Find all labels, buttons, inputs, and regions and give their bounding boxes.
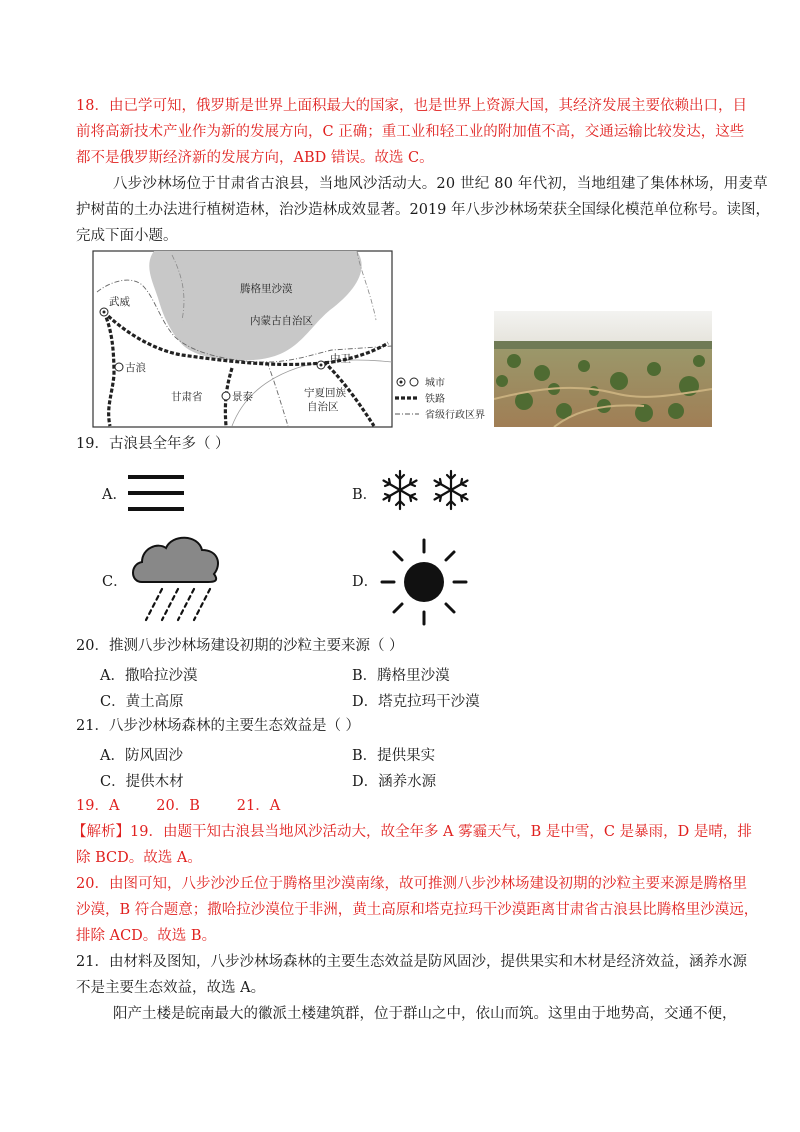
intro-line-2: 护树苗的土办法进行植树造林，治沙造林成效显著。2019 年八步沙林场荣获全国绿化模范单位称号。读图， [76,202,771,218]
answer-key: 19．A 20．B 21．A [76,798,281,814]
label-inner-mongolia: 内蒙古自治区 [250,315,313,327]
analysis-19-line-1 [72,822,752,842]
analysis-21-line-2: 不是主要生态效益，故选 A。 [76,980,266,996]
q21-stem: 21．八步沙林场森林的主要生态效益是（ ） [76,718,361,734]
sun-icon [378,536,470,628]
city-marker-zhongwei [317,361,325,369]
label-gansu: 甘肃省 [171,391,203,403]
forest-photo [494,311,712,427]
label-gulang: 古浪 [125,362,146,374]
q19-option-d-letter: D． [352,574,379,590]
q18-line-3: 都不是俄罗斯经济新的发展方向，ABD 错误。故选 C。 [76,150,434,166]
analysis-19-text: 19．由题干知古浪县当地风沙活动大，故全年多 A 雾霾天气，B 是中雪，C 是暴雨，D 是晴，排 [130,824,752,840]
label-tengger: 腾格里沙漠 [240,283,293,295]
analysis-21-line-1: 21．由材料及图知，八步沙林场森林的主要生态效益是防风固沙，提供果实和木材是经济效益，涵养水源 [76,954,747,970]
legend-rail: 铁路 [425,394,445,405]
city-marker-wuwei [100,308,108,316]
location-map [92,250,496,428]
rain-icon [128,532,222,624]
q21-option-c: C．提供木材 [100,774,184,790]
label-ningxia-1: 宁夏回族 [304,387,346,399]
analysis-20-line-1: 20．由图可知，八步沙沙丘位于腾格里沙漠南缘，故可推测八步沙林场建设初期的沙粒主要来源是腾格里 [76,876,747,892]
label-jingtai: 景泰 [232,391,253,403]
fog-icon [128,472,186,514]
analysis-20-line-2: 沙漠，B 符合题意；撒哈拉沙漠位于非洲，黄土高原和塔克拉玛干沙漠距离甘肃省古浪县比腾格里沙漠远， [76,902,759,918]
city-marker-jingtai [222,392,230,400]
q21-option-b: B．提供果实 [352,748,436,764]
next-passage-line: 阳产土楼是皖南最大的徽派土楼建筑群，位于群山之中，依山而筑。这里由于地势高，交通不便， [113,1006,737,1022]
city-marker-gulang [115,363,123,371]
intro-line-3: 完成下面小题。 [76,228,178,244]
intro-line-1: 八步沙林场位于甘肃省古浪县，当地风沙活动大。20 世纪 80 年代初，当地组建了集体林场，用麦草 [113,176,768,192]
label-ningxia-2: 自治区 [307,401,339,413]
q21-option-d: D．涵养水源 [352,774,437,790]
legend-border: 省级行政区界 [425,410,485,421]
analysis-20-line-3: 排除 ACD。故选 B。 [76,928,217,944]
q19-stem: 19．古浪县全年多（ ） [76,436,230,452]
analysis-tag: 【解析】 [72,824,130,840]
q19-option-c-letter: C． [102,574,128,590]
q19-option-b-letter: B． [352,487,378,503]
q21-option-a: A．防风固沙 [100,748,183,764]
analysis-19-line-2: 除 BCD。故选 A。 [76,850,202,866]
snow-icon [378,468,474,512]
q20-option-a: A．撒哈拉沙漠 [100,668,198,684]
q20-option-b: B．腾格里沙漠 [352,668,450,684]
map-legend [395,376,485,421]
q20-option-d: D．塔克拉玛干沙漠 [352,694,480,710]
legend-city: 城市 [425,378,445,389]
q20-option-c: C．黄土高原 [100,694,184,710]
q18-line-1: 18．由已学可知，俄罗斯是世界上面积最大的国家，也是世界上资源大国，其经济发展主要依赖出口，目 [76,98,747,114]
label-zhongwei: 中卫 [330,353,351,365]
q19-option-a-letter: A． [102,487,127,503]
q20-stem: 20．推测八步沙林场建设初期的沙粒主要来源（ ） [76,638,404,654]
label-wuwei: 武威 [109,296,130,308]
q18-line-2: 前将高新技术产业作为新的发展方向，C 正确；重工业和轻工业的附加值不高，交通运输比较发达，这些 [76,124,745,140]
